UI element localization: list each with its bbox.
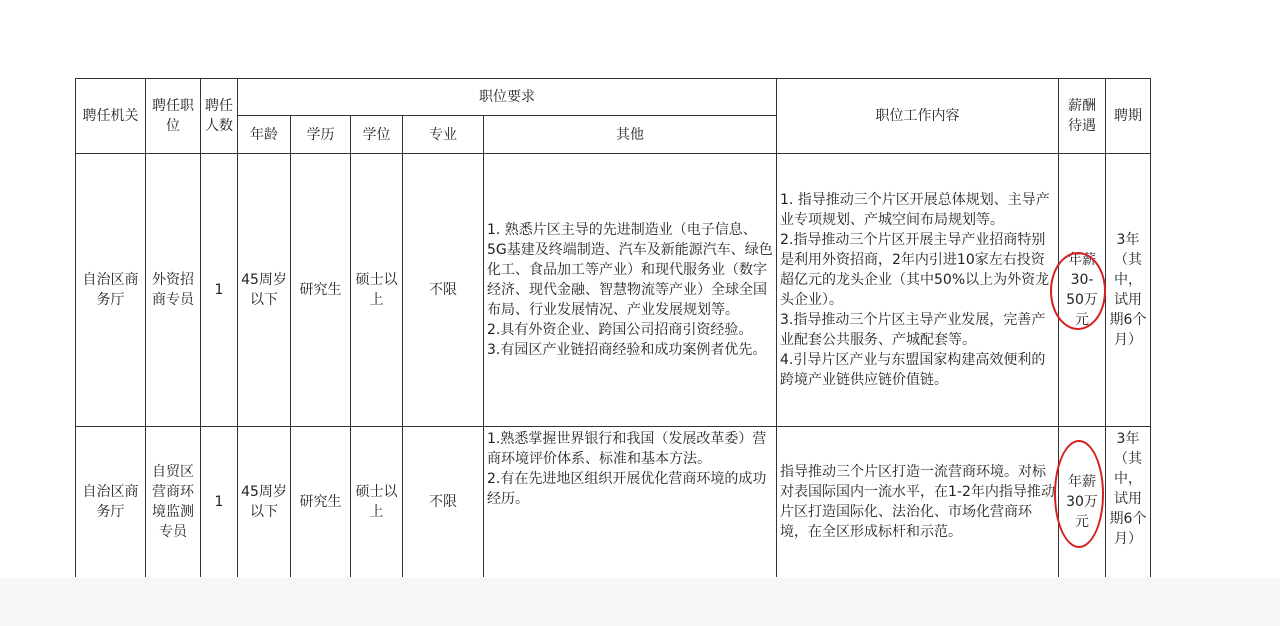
salary-highlight-circle bbox=[1050, 252, 1106, 330]
cell-education: 研究生 bbox=[291, 154, 351, 427]
cell-duties: 1. 指导推动三个片区开展总体规划、主导产业专项规划、产城空间布局规划等。 2.指导推动三个片区开展主导产业招商特别是利用外资招商，2年内引进10家左右投资超亿元的龙头企业（其中50%以上为外资龙头企业）。 3.指导推动三个片区主导产业发展，完善产业配套公共服务、产城配套等。 4.引导片区产业与东盟国家构建高效便利的跨境产业链供应链价值链。 bbox=[777, 154, 1059, 427]
cell-org: 自治区商务厅 bbox=[76, 427, 146, 578]
cell-major: 不限 bbox=[403, 427, 484, 578]
cell-other: 1. 熟悉片区主导的先进制造业（电子信息、5G基建及终端制造、汽车及新能源汽车、绿色化工、食品加工等产业）和现代服务业（数字经济、现代金融、智慧物流等产业）全球全国布局、行业发展情况、产业发展规划等。 2.具有外资企业、跨国公司招商引资经验。 3.有园区产业链招商经验和成功案例者优先。 bbox=[484, 154, 777, 427]
header-salary: 薪酬待遇 bbox=[1059, 79, 1106, 154]
cell-duties: 指导推动三个片区打造一流营商环境。对标对表国际国内一流水平，在1-2年内指导推动片区打造国际化、法治化、市场化营商环境，在全区形成标杆和示范。 bbox=[777, 427, 1059, 578]
header-duties: 职位工作内容 bbox=[777, 79, 1059, 154]
header-education: 学历 bbox=[291, 116, 351, 154]
cell-term: 3年（其中，试用期6个月） bbox=[1106, 427, 1151, 578]
header-major: 专业 bbox=[403, 116, 484, 154]
salary-highlight-circle bbox=[1054, 440, 1104, 548]
cell-education: 研究生 bbox=[291, 427, 351, 578]
header-org: 聘任机关 bbox=[76, 79, 146, 154]
cell-term: 3年（其中，试用期6个月） bbox=[1106, 154, 1151, 427]
cell-degree: 硕士以上 bbox=[351, 427, 403, 578]
cell-major: 不限 bbox=[403, 154, 484, 427]
header-position: 聘任职位 bbox=[146, 79, 201, 154]
cell-salary: 年薪30万元 bbox=[1059, 427, 1106, 578]
cell-salary: 年薪30-50万元 bbox=[1059, 154, 1106, 427]
header-requirements: 职位要求 bbox=[238, 79, 777, 116]
cell-age: 45周岁以下 bbox=[238, 427, 291, 578]
header-count: 聘任人数 bbox=[201, 79, 238, 154]
cell-position: 外资招商专员 bbox=[146, 154, 201, 427]
cell-age: 45周岁以下 bbox=[238, 154, 291, 427]
header-age: 年龄 bbox=[238, 116, 291, 154]
cell-other: 1.熟悉掌握世界银行和我国（发展改革委）营商环境评价体系、标准和基本方法。 2.有在先进地区组织开展优化营商环境的成功经历。 bbox=[484, 427, 777, 578]
cell-count: 1 bbox=[201, 427, 238, 578]
table-row bbox=[76, 154, 1151, 427]
page-bottom-margin bbox=[0, 578, 1280, 626]
header-other: 其他 bbox=[484, 116, 777, 154]
cell-count: 1 bbox=[201, 154, 238, 427]
cell-org: 自治区商务厅 bbox=[76, 154, 146, 427]
cell-position: 自贸区营商环境监测专员 bbox=[146, 427, 201, 578]
header-degree: 学位 bbox=[351, 116, 403, 154]
cell-degree: 硕士以上 bbox=[351, 154, 403, 427]
header-term: 聘期 bbox=[1106, 79, 1151, 154]
table-row bbox=[76, 427, 1151, 578]
job-table bbox=[75, 78, 1151, 577]
